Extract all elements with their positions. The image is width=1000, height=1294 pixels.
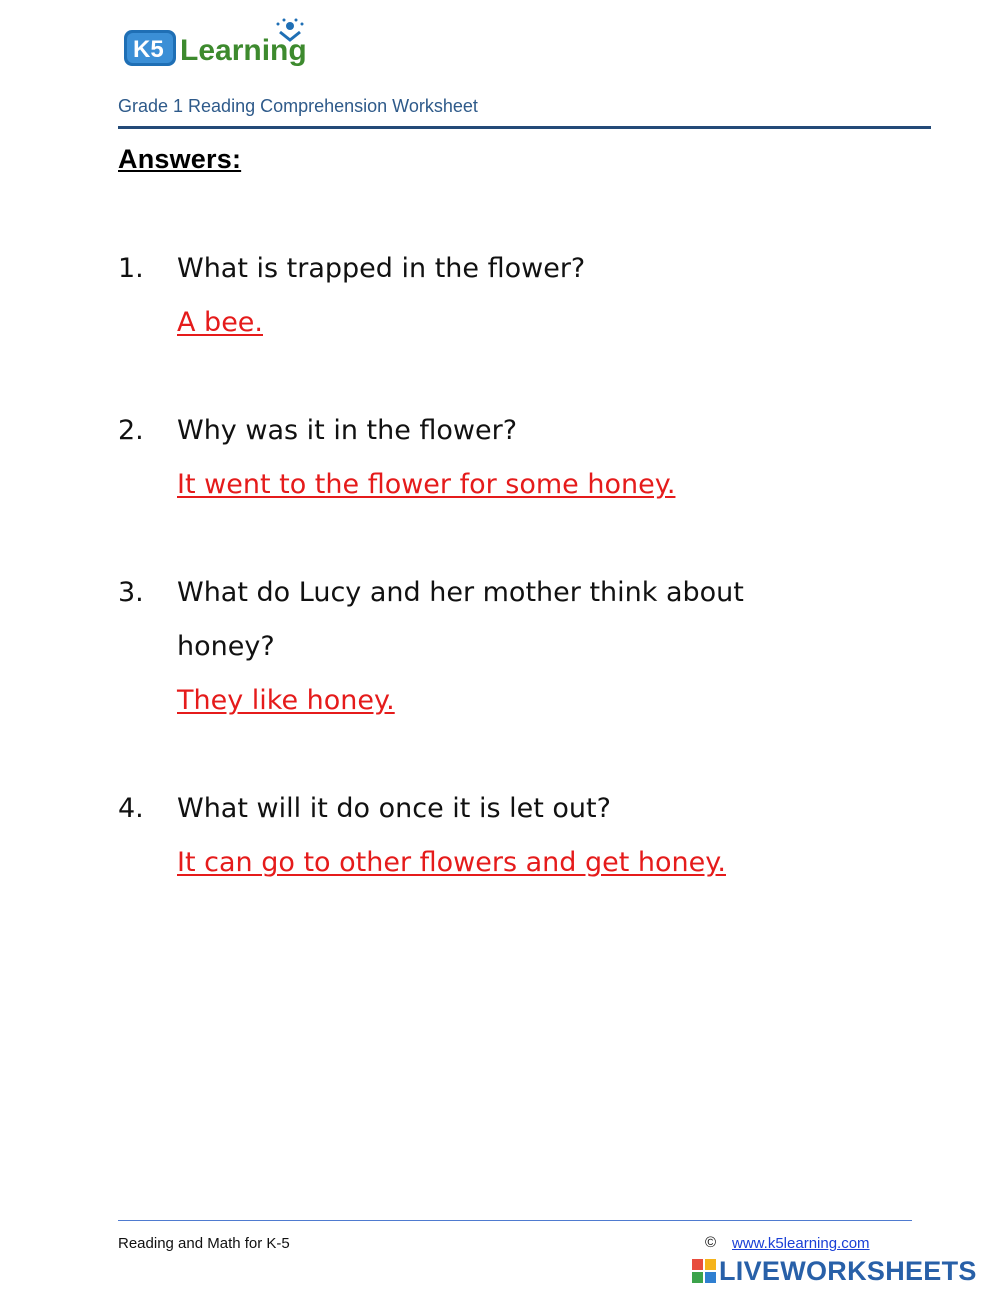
liveworksheets-watermark	[692, 1256, 977, 1286]
question-text: What is trapped in the flower?	[177, 253, 586, 284]
answers-heading: Answers:	[118, 144, 242, 174]
copyright-symbol: ©	[705, 1234, 717, 1251]
question-4	[118, 782, 878, 836]
question-number: 2.	[118, 415, 144, 446]
k5-learning-logo	[120, 18, 335, 76]
footer-divider	[118, 1220, 912, 1221]
question-3	[118, 566, 878, 674]
question-text: What will it do once it is let out?	[177, 793, 611, 824]
question-number: 4.	[118, 793, 144, 824]
answer-1: A bee.	[177, 307, 263, 338]
question-text: What do Lucy and her mother think about	[177, 577, 744, 608]
worksheet-subtitle: Grade 1 Reading Comprehension Worksheet	[118, 96, 478, 116]
svg-text:K5: K5	[133, 36, 164, 63]
k5learning-link[interactable]: www.k5learning.com	[732, 1235, 870, 1252]
question-number: 1.	[118, 253, 144, 284]
footer-tagline: Reading and Math for K-5	[118, 1235, 290, 1252]
answer-4: It can go to other flowers and get honey.	[177, 847, 726, 878]
answer-2: It went to the flower for some honey.	[177, 469, 676, 500]
svg-text:Learning: Learning	[180, 34, 307, 67]
question-text-continued: honey?	[177, 631, 275, 662]
question-1	[118, 242, 878, 296]
answer-3: They like honey.	[177, 685, 395, 716]
question-number: 3.	[118, 577, 144, 608]
question-2	[118, 404, 878, 458]
question-text: Why was it in the flower?	[177, 415, 518, 446]
liveworksheets-text: LIVEWORKSHEETS	[719, 1255, 977, 1286]
header-divider	[118, 126, 931, 129]
liveworksheets-icon	[692, 1259, 716, 1283]
